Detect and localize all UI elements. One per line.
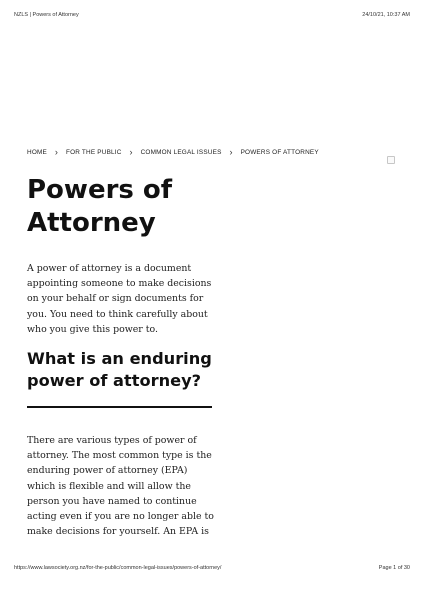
breadcrumb: [27, 147, 319, 157]
print-footer: [14, 565, 410, 571]
page-title-line2: Attorney: [27, 208, 156, 238]
heading-divider: [27, 406, 212, 408]
intro-paragraph: A power of attorney is a document appointing someone to make decisions on your behalf or sign documents for you. You need to think carefully about who you give this power to.: [27, 263, 212, 335]
breadcrumb-home[interactable]: HOME: [27, 148, 47, 156]
section-heading: What is an enduring power of attorney?: [27, 349, 212, 390]
chevron-right-icon: ›: [229, 147, 233, 157]
print-header: [14, 12, 410, 18]
breadcrumb-current: POWERS OF ATTORNEY: [240, 148, 319, 156]
print-header-title: NZLS | Powers of Attorney: [14, 12, 79, 18]
breadcrumb-common-legal-issues[interactable]: COMMON LEGAL ISSUES: [140, 148, 222, 156]
chevron-right-icon: ›: [54, 147, 59, 157]
body-paragraph: There are various types of power of attorney. The most common type is the enduring power of attorney (EPA) which is flexible and will allow the person you have named to continue acting even if you are no longer able to make decisions for yourself. An EPA is: [27, 435, 214, 538]
breadcrumb-for-the-public[interactable]: FOR THE PUBLIC: [65, 148, 122, 156]
page-title: [27, 174, 227, 240]
print-footer-url: https://www.lawsociety.org.nz/for-the-public/common-legal-issues/powers-of-attorney/: [14, 565, 222, 571]
page-title-line1: Powers of: [27, 175, 173, 205]
print-header-datetime: 24/10/21, 10:37 AM: [362, 12, 410, 18]
checkbox[interactable]: [387, 156, 395, 164]
chevron-right-icon: ›: [129, 147, 133, 157]
print-footer-page: Page 1 of 30: [378, 565, 410, 571]
